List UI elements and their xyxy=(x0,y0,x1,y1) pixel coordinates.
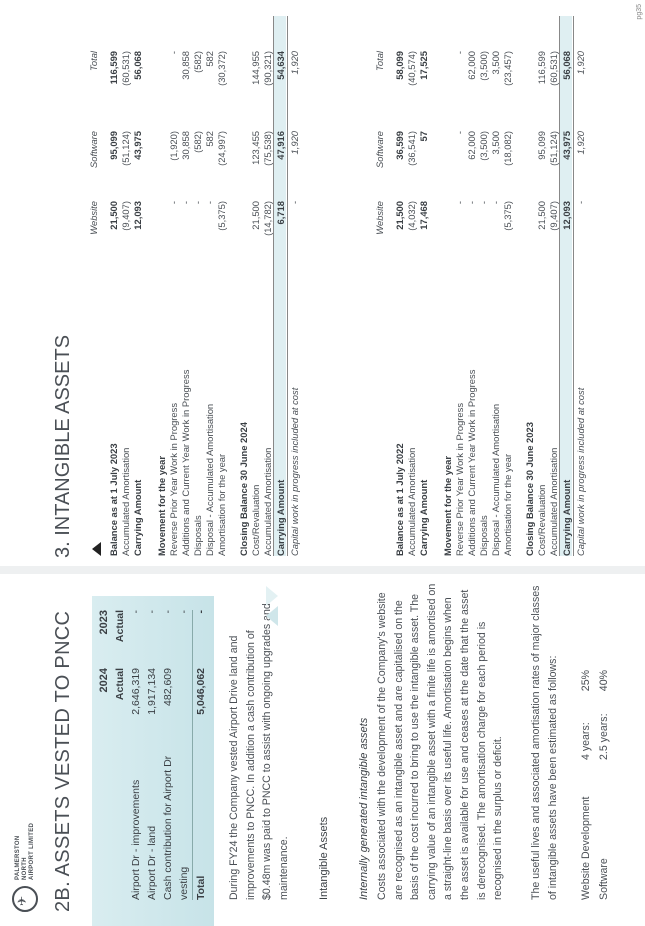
value-cell: 54,634 xyxy=(275,51,286,80)
value-cell: 58,099 xyxy=(394,51,405,80)
row-label: Cost/Revaluation xyxy=(250,484,261,556)
value-cell: - xyxy=(454,131,465,135)
row-label: Movement for the year xyxy=(442,455,453,556)
value-cell: (60,531) xyxy=(548,51,559,86)
triangle-marker-icon xyxy=(92,542,101,556)
value-cell: 116,599 xyxy=(108,51,119,85)
value-cell: - xyxy=(454,201,465,205)
value-cell: 21,500 xyxy=(536,201,547,230)
value-cell: 56,068 xyxy=(561,51,572,80)
total-2024: 5,046,062 xyxy=(193,668,210,726)
value-cell: 95,099 xyxy=(108,131,119,160)
value-cell: (30,372) xyxy=(216,51,227,86)
value-cell: 17,468 xyxy=(418,201,429,230)
intangibles-table-2024 xyxy=(88,16,300,556)
value-cell: (5,375) xyxy=(502,201,513,231)
value-cell: 582 xyxy=(204,51,215,67)
row-label: Balance as at 1 July 2022 xyxy=(394,443,405,556)
value-2023: - xyxy=(162,610,174,614)
row-label: Disposals xyxy=(192,515,203,556)
column-header: Total xyxy=(374,51,385,71)
row-label: Accumulated Amortisation xyxy=(406,447,417,556)
value-cell: (4,032) xyxy=(406,201,417,231)
row-label: Carrying Amount xyxy=(275,479,286,556)
row-label: Additions and Current Year Work in Progress xyxy=(180,369,191,556)
decorative-triangle xyxy=(266,586,278,606)
row-label: Capital work in progress included at cost xyxy=(289,387,300,556)
value-cell: - xyxy=(204,201,215,205)
value-cell: - xyxy=(490,201,501,205)
value-cell: 47,916 xyxy=(275,131,286,160)
value-cell: 62,000 xyxy=(466,131,477,160)
page-number: pg35 xyxy=(636,4,643,20)
intangibles-paragraph: Costs associated with the development of the Company's website are recognised as an intangible asset and are capitalised on the basis of the cost incurred to bring to use the intangible asset. The carrying value of an intangible asset with a finite life is amortised on a straight-line basis over its useful life. Amortisation begins when the asset is available for use and ceases at the date that the asset is derecognised. The amortisation charge for each period is recognised in the surplus or deficit. xyxy=(376,583,505,900)
table-row xyxy=(128,610,144,900)
value-cell: 43,975 xyxy=(132,131,143,160)
value-cell: (9,407) xyxy=(548,201,559,231)
row-label: Disposal - Accumulated Amortisation xyxy=(204,403,215,556)
value-2024: 482,609 xyxy=(162,668,174,706)
value-cell: 57 xyxy=(418,131,429,142)
row-label: Disposals xyxy=(478,515,489,556)
total-label: Total xyxy=(193,726,210,900)
value-cell: (3,500) xyxy=(478,131,489,161)
row-label: Movement for the year xyxy=(156,455,167,556)
value-cell: 1,920 xyxy=(289,51,300,75)
value-cell: (9,407) xyxy=(120,201,131,231)
value-2024 xyxy=(176,668,193,726)
row-label: Disposal - Accumulated Amortisation xyxy=(490,403,501,556)
rule-line xyxy=(573,16,574,556)
vested-assets-table xyxy=(96,610,209,900)
logo-line-1: PALMERSTON NORTH xyxy=(14,835,28,880)
value-cell: 12,093 xyxy=(561,201,572,230)
column-header: Total xyxy=(88,51,99,71)
value-2023: - xyxy=(130,610,142,614)
value-cell: - xyxy=(168,201,179,205)
value-cell: (582) xyxy=(192,51,203,73)
row-label: Balance as at 1 July 2023 xyxy=(108,443,119,556)
section-2b-title: 2B. ASSETS VESTED TO PNCC xyxy=(52,610,74,912)
column-header: Software xyxy=(88,131,99,168)
value-cell: 56,068 xyxy=(132,51,143,80)
rate-label: Website Development xyxy=(580,796,592,900)
value-cell: 1,920 xyxy=(289,131,300,155)
value-cell: (582) xyxy=(192,131,203,153)
rate-percent: 25% xyxy=(580,670,592,692)
value-cell: - xyxy=(454,51,465,55)
value-2023: - xyxy=(178,610,190,614)
row-label: Accumulated Amortisation xyxy=(548,447,559,556)
row-label: Accumulated Amortisation xyxy=(262,447,273,556)
row-label: Additions and Current Year Work in Progress xyxy=(466,369,477,556)
row-label: Reverse Prior Year Work in Progress xyxy=(454,402,465,556)
value-cell: (51,124) xyxy=(120,131,131,166)
vesting-paragraph: During FY24 the Company vested Airport Drive land and improvements to PNCC. In addition a cash contribution of $0.48m was paid to PNCC to assist with ongoing upgrades and maintenance. xyxy=(228,603,290,900)
decorative-triangle xyxy=(266,606,278,626)
value-cell: (5,375) xyxy=(216,201,227,231)
useful-lives-paragraph: The useful lives and associated amortisation rates of major classes of intangible assets have been estimated as follows: xyxy=(530,585,559,900)
table-row xyxy=(160,610,176,900)
row-label: Capital work in progress included at cost xyxy=(575,387,586,556)
company-logo xyxy=(12,820,38,912)
value-cell: 21,500 xyxy=(108,201,119,230)
value-cell: - xyxy=(289,201,300,205)
value-cell: 62,000 xyxy=(466,51,477,80)
value-cell: 116,599 xyxy=(536,51,547,85)
value-cell: (60,531) xyxy=(120,51,131,86)
rule-line xyxy=(287,16,288,556)
table-row xyxy=(144,610,160,900)
value-cell: (23,457) xyxy=(502,51,513,86)
row-label: Accumulated Amortisation xyxy=(120,447,131,556)
internally-generated-heading: Internally generated intangible assets xyxy=(358,717,370,900)
rate-percent: 40% xyxy=(598,670,610,692)
value-cell: 144,955 xyxy=(250,51,261,85)
value-cell: 36,599 xyxy=(394,131,405,160)
column-header: Software xyxy=(374,131,385,168)
value-cell: (18,082) xyxy=(502,131,513,166)
value-cell: 1,920 xyxy=(575,131,586,155)
row-label: Closing Balance 30 June 2023 xyxy=(524,422,535,556)
row-label: Airport Dr - land xyxy=(146,825,158,900)
value-cell: 3,500 xyxy=(490,131,501,155)
rate-years: 2.5 years: xyxy=(598,713,610,760)
table-row xyxy=(176,610,193,900)
value-2024: 1,917,134 xyxy=(146,668,158,715)
value-cell: - xyxy=(478,201,489,205)
value-cell: (14,782) xyxy=(262,201,273,236)
row-label: Cost/Revaluation xyxy=(536,484,547,556)
value-cell: 1,920 xyxy=(575,51,586,75)
row-label: Carrying Amount xyxy=(561,479,572,556)
value-cell: (24,997) xyxy=(216,131,227,166)
value-cell: (40,574) xyxy=(406,51,417,86)
value-cell: 30,858 xyxy=(180,131,191,160)
row-label: Carrying Amount xyxy=(418,479,429,556)
value-cell: 123,455 xyxy=(250,131,261,165)
value-cell: - xyxy=(466,201,477,205)
rate-years: 4 years: xyxy=(580,722,592,760)
airplane-icon xyxy=(12,886,38,912)
rate-row-software xyxy=(598,670,610,900)
value-cell: - xyxy=(180,201,191,205)
actual-header-2024: Actual xyxy=(114,668,126,701)
value-cell: 21,500 xyxy=(250,201,261,230)
column-header: Website xyxy=(88,201,99,235)
column-divider xyxy=(0,566,645,574)
value-cell: (90,321) xyxy=(262,51,273,86)
rate-label: Software xyxy=(598,858,610,900)
value-cell: 21,500 xyxy=(394,201,405,230)
value-cell: (3,500) xyxy=(478,51,489,81)
logo-line-2: AIRPORT LIMITED xyxy=(28,822,35,880)
row-label: Airport Dr - improvements xyxy=(130,779,142,900)
rate-row-website xyxy=(580,670,592,900)
value-cell: - xyxy=(192,201,203,205)
row-label: Amortisation for the year xyxy=(502,453,513,556)
row-label: Carrying Amount xyxy=(132,479,143,556)
total-row xyxy=(193,610,210,900)
total-2023: - xyxy=(193,610,210,668)
row-label: Closing Balance 30 June 2024 xyxy=(238,422,249,556)
row-label: Amortisation for the year xyxy=(216,453,227,556)
year-header-2024: 2024 xyxy=(98,668,110,693)
value-cell: (51,124) xyxy=(548,131,559,166)
value-cell: 30,858 xyxy=(180,51,191,80)
value-cell: - xyxy=(575,201,586,205)
intangibles-table-2023 xyxy=(374,16,586,556)
value-cell: 95,099 xyxy=(536,131,547,160)
value-cell: - xyxy=(168,51,179,55)
row-label: Cash contribution for Airport Dr xyxy=(162,755,174,900)
intangible-assets-heading: Intangible Assets xyxy=(318,816,330,900)
value-cell: 43,975 xyxy=(561,131,572,160)
year-header-2023: 2023 xyxy=(98,610,110,635)
value-cell: 6,718 xyxy=(275,201,286,225)
value-cell: (36,541) xyxy=(406,131,417,166)
row-label: vesting xyxy=(178,866,190,900)
value-cell: 17,525 xyxy=(418,51,429,80)
actual-header-2023: Actual xyxy=(114,610,126,643)
section-3-title: 3. INTANGIBLE ASSETS xyxy=(52,334,74,558)
value-cell: 582 xyxy=(204,131,215,147)
value-2023: - xyxy=(146,610,158,614)
row-label: Reverse Prior Year Work in Progress xyxy=(168,402,179,556)
column-header: Website xyxy=(374,201,385,235)
value-cell: 12,093 xyxy=(132,201,143,230)
value-cell: 3,500 xyxy=(490,51,501,75)
value-cell: (75,538) xyxy=(262,131,273,166)
value-2024: 2,646,319 xyxy=(130,668,142,715)
value-cell: (1,920) xyxy=(168,131,179,161)
